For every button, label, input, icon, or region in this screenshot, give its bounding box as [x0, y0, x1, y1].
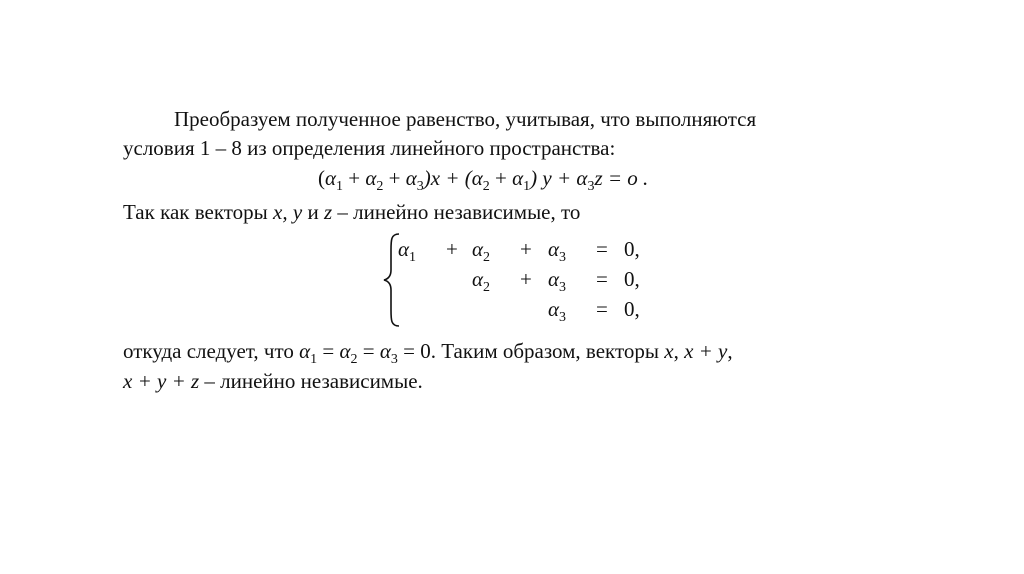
- eq1-sub: 2: [482, 179, 490, 194]
- sys-r1-zero: 0,: [624, 237, 640, 261]
- eq1-alpha: α: [512, 166, 524, 190]
- paragraph2-vars: x, y: [273, 200, 303, 224]
- paragraph3-prefix: откуда следует, что: [123, 339, 300, 363]
- paragraph3-suffix: – линейно независимые.: [199, 369, 423, 393]
- paragraph2: [123, 199, 580, 225]
- sys-r1-a2: $\alpha_2$: [472, 237, 491, 265]
- paragraph1-line1: Преобразуем полученное равенство, учитывая, что выполняются: [174, 107, 757, 131]
- equation-linear-combination: [318, 165, 648, 200]
- sys-r1-eq: =: [596, 237, 608, 261]
- sys-r1-a3: $\alpha_3$: [548, 237, 567, 265]
- equation-system: [398, 236, 658, 326]
- sys-r2-a2: $\alpha_2$: [472, 267, 491, 295]
- eq1-paren: (: [318, 166, 325, 190]
- paragraph2-prefix: Так как векторы: [123, 200, 274, 224]
- sys-r2-eq: =: [596, 267, 608, 291]
- eq1-alpha: α: [576, 166, 588, 190]
- eq1-alpha: α: [471, 166, 483, 190]
- paragraph2-suffix: – линейно независимые, то: [332, 200, 581, 224]
- sys-r2-a3: $\alpha_3$: [548, 267, 567, 295]
- sys-r3-a3: $\alpha_3$: [548, 297, 567, 325]
- paragraph2-z: z: [323, 200, 333, 224]
- eq1-sub: 3: [416, 179, 424, 194]
- paragraph3-comma: ,: [673, 339, 685, 363]
- sys-r2-zero: 0,: [624, 267, 640, 291]
- paragraph3-mid: . Таким образом, векторы: [430, 339, 665, 363]
- eq1-alpha: α: [365, 166, 377, 190]
- eq1-plus: +: [383, 166, 406, 190]
- sys-r2-plus: +: [520, 267, 532, 291]
- eq1-alpha: α: [405, 166, 417, 190]
- paragraph1-line2: условия 1 – 8 из определения линейного пространства:: [123, 136, 616, 160]
- paragraph3-vector-xy: x + y: [684, 339, 728, 363]
- sys-r3-zero: 0,: [624, 297, 640, 321]
- sys-r1-plus2: +: [520, 237, 532, 261]
- paragraph2-and: и: [302, 200, 324, 224]
- eq1-plus: +: [343, 166, 366, 190]
- paragraph3-comma: ,: [727, 339, 733, 363]
- paragraph3-vector-xyz: x + y + z: [123, 369, 200, 393]
- sys-r1-plus1: +: [446, 237, 458, 261]
- eq1-mid: )x + (: [423, 166, 472, 190]
- eq1-sub: 1: [523, 179, 531, 194]
- eq1-alpha: α: [325, 166, 337, 190]
- eq1-sub: 1: [336, 179, 344, 194]
- paragraph3-line2: [123, 368, 423, 394]
- eq1-sub: 2: [376, 179, 384, 194]
- eq1-plus: +: [489, 166, 513, 190]
- eq1-mid: ) y +: [530, 166, 577, 190]
- paragraph3-equality: $\alpha_1 = \alpha_2 = \alpha_3 = 0$: [299, 339, 431, 367]
- sys-r3-eq: =: [596, 297, 608, 321]
- eq1-tail: z = o .: [594, 166, 649, 190]
- eq1-sub: 3: [587, 179, 595, 194]
- paragraph3-vector-x: x: [664, 339, 674, 363]
- sys-r1-a1: $\alpha_1$: [398, 237, 417, 265]
